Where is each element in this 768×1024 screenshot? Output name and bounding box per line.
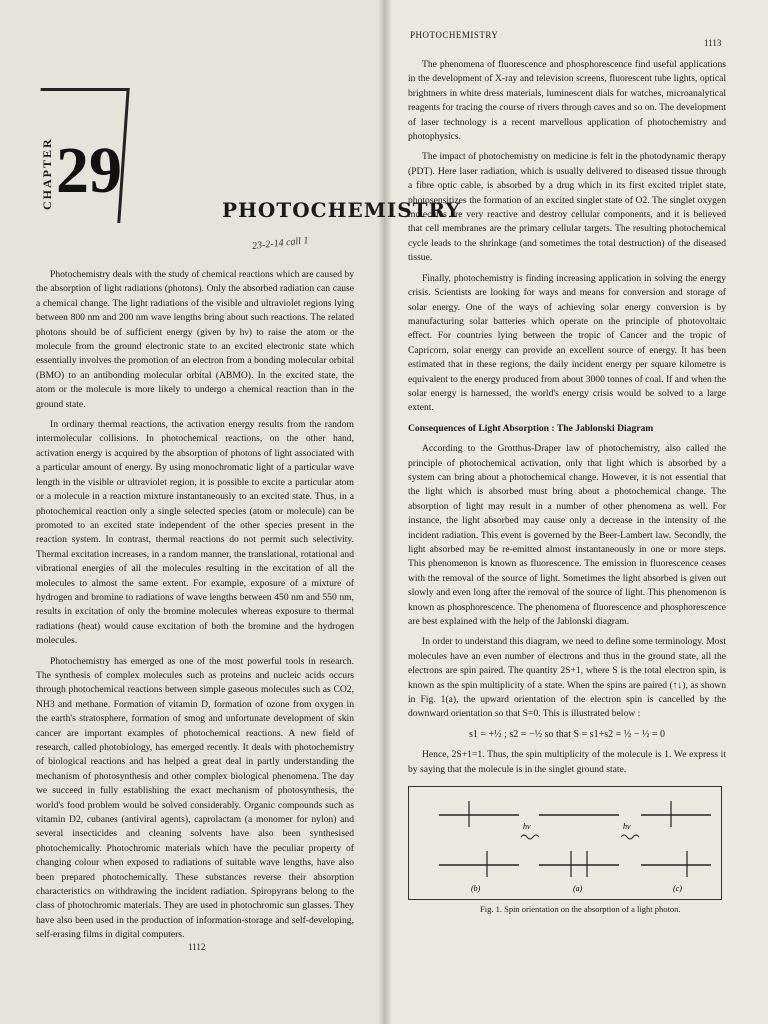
spin-orientation-figure — [408, 786, 722, 900]
chapter-number: 29 — [56, 134, 122, 207]
spin-equation: s1 = +½ ; s2 = −½ so that S = s1+s2 = ½ − ½ = 0 — [468, 728, 666, 740]
left-body-text — [36, 268, 354, 949]
figure-part-label: (a) — [573, 884, 583, 893]
photon-wave — [521, 835, 539, 839]
right-paragraph-6: Hence, 2S+1=1. Thus, the spin multiplicity of the molecule is 1. We express it by saying that the molecule is in the singlet ground state. — [408, 749, 726, 775]
left-folio: 1112 — [188, 942, 206, 952]
right-paragraph-5: In order to understand this diagram, we need to define some terminology. Most molecules have an even number of electrons and thus in the ground state, all the electrons are spin paired. The quantity 2S+1, where S is the total electron spin, is known as the spin multiplicity of a state. When the spins are paired (↑↓), as shown in Fig. 1(a), the upward orientation of the electron spin is cancelled by the downward orientation so that S=0. This is illustrated below : — [408, 636, 726, 720]
handwritten-note: 23-2-14 call 1 — [251, 235, 310, 252]
right-paragraph-2: The impact of photochemistry on medicine is felt in the photodynamic therapy (PDT). Here laser radiation, which is usually delivered to diseased tissue through a fibre optic cable, is absorbed by a drug which in its first excited triplet state, photosensitizes the formation of an excited singlet state of O2. The singlet oxygen molecules are very reactive and destroy cellular components, and it is believed that cell membranes are the primary cellular targets. The resulting photochemical cycle leads to the shrinkage (and sometimes the total destruction) of the diseased tissue. — [408, 151, 726, 264]
right-body-text — [408, 58, 726, 783]
photon-wave — [621, 835, 639, 839]
figure-part-label: (c) — [673, 884, 682, 893]
chapter-title: PHOTOCHEMISTRY — [222, 198, 461, 222]
chapter-label: CHAPTER — [40, 137, 54, 210]
photon-label: hν — [523, 822, 531, 831]
right-paragraph-4: According to the Grotthus-Draper law of photochemistry, also called the principle of photochemical activation, only that light which is absorbed by a system can bring about a photochemical change. However, it is not essential that the light which is absorbed must bring about a photochemical change. The absorption of light may result in a number of other phenomena as well. For instance, the light absorbed may cause only a decrease in the intensity of the incident radiation. This event is governed by the Beer-Lambert law. Secondly, the light absorbed may be re-emitted almost instantaneously in one or more steps. This phenomenon is known as fluorescence. The emission in fluorescence ceases with the removal of the source of light. Sometimes the light absorbed is given out slowly and even long after the removal of the source of light. This phenomenon is known as phosphorescence. The phenomena of fluorescence and phosphorescence are best explained with the help of the Jablonski diagram. — [408, 443, 726, 628]
figure-diagram — [409, 787, 721, 899]
left-paragraph-3: Photochemistry has emerged as one of the most powerful tools in research. The synthesis of complex molecules such as proteins and nucleic acids occurs through photochemical reactions between simple gaseous molecules such as CO2, NH3 and methane. Formation of vitamin D, formation of ozone from oxygen in the earth's stratosphere, formation of smog and unfortunate development of skin cancer are important examples of photochemical reactions. A new field of research, called photobiology, has emerged recently. It deals with photochemistry of biological reactions and has helped a great deal in partly understanding the mechanism of photosynthesis and other complex biological phenomena. The day we succeed in fully establishing the exact mechanism of photosynthesis, the world's food problem would be solved considerably. Organic compounds such as vitamin D2, cubanes (antiviral agents), caprolactam (a monomer for nylon) and several insecticides and cleaning solvents have also been synthesised photochemically. Photochromic materials which have the peculiar property of changing colour when exposed to radiations of suitable wave lengths, have also been prepared photochemically. These substances reverse their absorption characteristics on withdrawing the incident radiation. Spiropyrans belong to the class of photochromic materials. They are used in photochromic sun glasses. They have also been used in the production of information-storage and self-developing, self-erasing films in digital computers. — [36, 655, 354, 941]
right-folio: 1113 — [704, 38, 722, 48]
running-head: PHOTOCHEMISTRY — [410, 30, 499, 40]
left-paragraph-1: Photochemistry deals with the study of chemical reactions which are caused by the absorption of light radiations (photons). Only the absorbed radiation can cause a chemical change. The light radiations of the visible and ultraviolet regions lying between 800 nm and 200 nm wave lengths bring about such reactions. The related photons should be of sufficient energy (given by hν) to raise the atom or the molecule from the ground electronic state to an excited electronic state which essentially involves the promotion of an electron from a bonding molecular orbital (BMO) to an antibonding molecular orbital (ABMO). In the excited state, the atom or the molecule is more likely to undergo a chemical reaction than in the ground state. — [36, 269, 354, 410]
book-gutter — [378, 0, 392, 1024]
right-paragraph-1: The phenomena of fluorescence and phosphorescence find useful applications in the development of X-ray and television screens, fluorescent tube lights, optical brightners in white dress materials, luminescent dials for watches, microanalytical reagents for tracing the course of rivers through caves and so on. The development of laser technology is a recent marvellous application of photochemistry and photophysics. — [408, 59, 726, 143]
right-paragraph-3: Finally, photochemistry is finding increasing application in solving the energy crisis. Scientists are looking for ways and means for conversion and storage of solar energy. One of the ways of achieving solar energy conversion is by manufacturing solar batteries which operate on the principle of photovoltaic effect. For countries lying between the tropic of Cancer and the tropic of Capricorn, solar energy can provide an excellent source of energy. It has been estimated that in these regions, the daily incident energy per square kilometre is equivalent to the energy produced from about 3000 tonnes of coal. If and when the solar energy is harnessed, the world's energy crisis would be solved to a large extent. — [408, 272, 726, 414]
section-heading: Consequences of Light Absorption : The Jablonski Diagram — [408, 422, 654, 434]
figure-part-label: (b) — [471, 884, 481, 893]
left-paragraph-2: In ordinary thermal reactions, the activation energy results from the random intermolecular collisions. In photochemical reactions, on the other hand, activation energy is acquired by the absorption of photons of light associated with a particular amount of energy. By using monochromatic light of a particular wave length in the visible or ultraviolet region, it is possible to excite a particular atom or a molecule in a reaction mixture instantaneously to an excited state. Thus, in a photochemical reaction only a single selected species (atom or molecule) can be promoted to an excited state independent of the other species present in the reaction system. In contrast, thermal reactions do not permit such selectivity. Thermal excitation increases, in a random manner, the translational, rotational and vibrational energies of all the molecules resulting in the excitation of all the molecules to almost the same extent. For example, exposure of a mixture of hydrogen and bromine to radiations of wave lengths between 450 nm and 550 nm, results in excitation of only the bromine molecules whereas exposure to thermal radiations (heat) would cause excitation of both the bromine and the hydrogen molecules. — [36, 419, 354, 647]
figure-caption: Fig. 1. Spin orientation on the absorption of a light photon. — [480, 904, 681, 914]
photon-label: hν — [623, 822, 631, 831]
